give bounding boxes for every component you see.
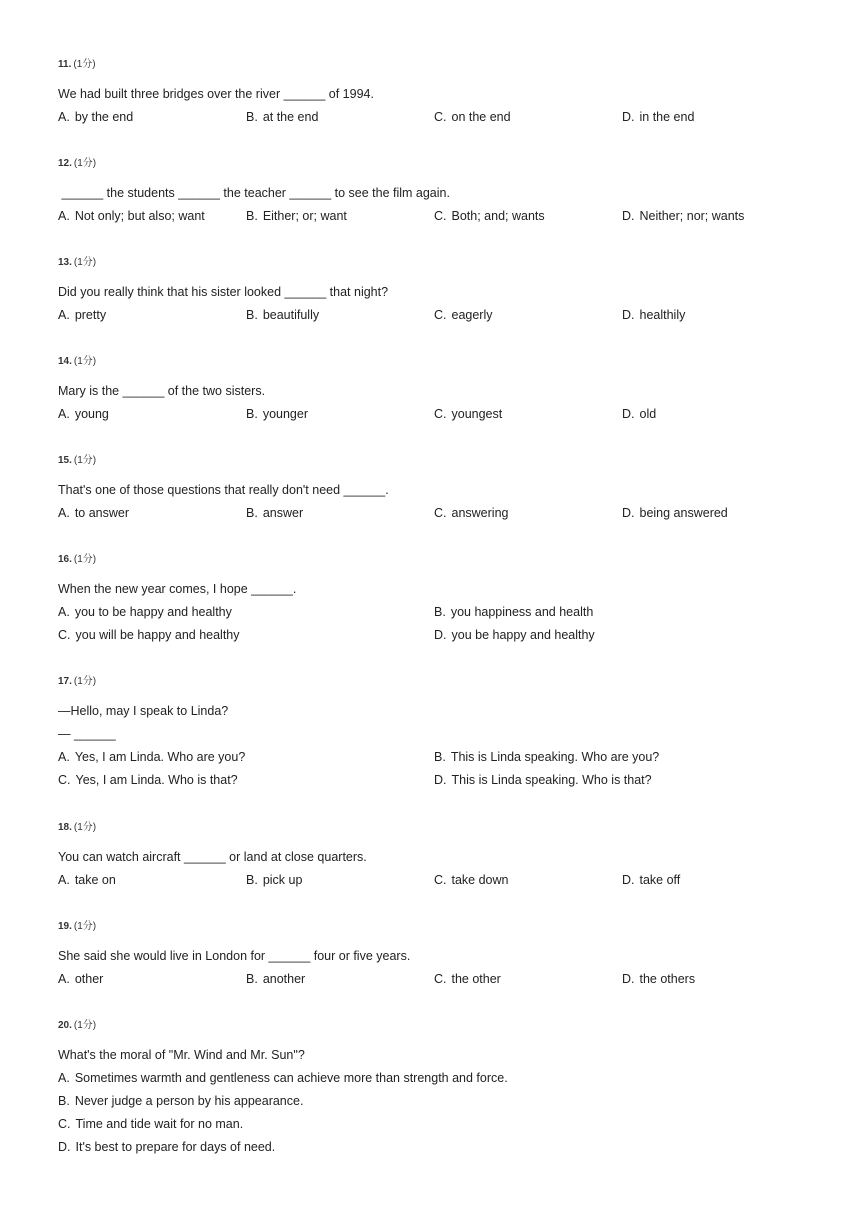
question-score: (1分) (73, 158, 97, 169)
option-letter: A. (58, 972, 70, 986)
option-letter: A. (58, 110, 70, 124)
option-letter: C. (58, 773, 71, 787)
option-b[interactable] (434, 603, 593, 621)
option-text: answering (451, 506, 509, 520)
option-b[interactable] (246, 108, 318, 126)
option-text: you be happy and healthy (451, 628, 595, 642)
question-stem: She said she would live in London for ______ four or five years. (58, 949, 411, 963)
option-text: other (74, 972, 104, 986)
option-a[interactable] (58, 207, 205, 225)
option-letter: B. (246, 209, 258, 223)
option-text: you to be happy and healthy (74, 605, 232, 619)
option-text: at the end (262, 110, 319, 124)
option-text: Neither; nor; wants (639, 209, 745, 223)
question-stem: We had built three bridges over the river ______ of 1994. (58, 87, 374, 101)
option-a[interactable] (58, 871, 116, 889)
question-score: (1分) (73, 676, 97, 687)
option-letter: B. (434, 750, 446, 764)
option-c[interactable] (434, 306, 493, 324)
option-d[interactable] (622, 871, 680, 889)
option-d[interactable] (622, 306, 685, 324)
option-letter: D. (622, 407, 635, 421)
question-stem: Mary is the ______ of the two sisters. (58, 384, 266, 398)
option-text: another (262, 972, 306, 986)
option-b[interactable] (434, 748, 659, 766)
option-text: old (639, 407, 657, 421)
option-text: This is Linda speaking. Who are you? (450, 750, 660, 764)
option-letter: D. (622, 209, 635, 223)
option-text: Both; and; wants (451, 209, 545, 223)
option-text: Not only; but also; want (74, 209, 205, 223)
option-letter: C. (434, 972, 447, 986)
option-letter: C. (434, 110, 447, 124)
question-score: (1分) (73, 1020, 97, 1031)
option-letter: D. (622, 110, 635, 124)
option-letter: C. (434, 308, 447, 322)
option-b[interactable] (246, 306, 319, 324)
question-number: 14. (58, 356, 72, 367)
question-header (58, 156, 838, 172)
option-letter: C. (434, 506, 447, 520)
question-18 (58, 820, 838, 887)
option-text: pick up (262, 873, 303, 887)
option-letter: C. (58, 628, 71, 642)
question-score: (1分) (73, 822, 97, 833)
question-number: 15. (58, 455, 72, 466)
option-b[interactable] (246, 871, 302, 889)
option-text: take off (639, 873, 681, 887)
option-c[interactable] (58, 1115, 243, 1133)
option-text: you happiness and health (450, 605, 594, 619)
option-c[interactable] (434, 871, 508, 889)
option-letter: B. (434, 605, 446, 619)
option-d[interactable] (622, 504, 728, 522)
option-a[interactable] (58, 1069, 508, 1087)
option-a[interactable] (58, 306, 106, 324)
question-13 (58, 255, 838, 322)
question-15 (58, 453, 838, 520)
option-text: This is Linda speaking. Who is that? (451, 773, 652, 787)
option-c[interactable] (434, 108, 511, 126)
option-text: younger (262, 407, 308, 421)
option-b[interactable] (246, 504, 303, 522)
option-letter: A. (58, 605, 70, 619)
question-stem: When the new year comes, I hope ______. (58, 582, 297, 596)
option-text: answer (262, 506, 304, 520)
option-letter: B. (246, 873, 258, 887)
option-letter: D. (434, 628, 447, 642)
question-header (58, 57, 838, 73)
question-header (58, 255, 838, 271)
question-number: 19. (58, 921, 72, 932)
question-number: 20. (58, 1020, 72, 1031)
option-letter: D. (622, 308, 635, 322)
option-letter: C. (434, 407, 447, 421)
question-score: (1分) (73, 921, 97, 932)
question-stem: What's the moral of "Mr. Wind and Mr. Sun"? (58, 1048, 305, 1062)
question-11 (58, 57, 838, 124)
option-letter: A. (58, 506, 70, 520)
option-letter: C. (58, 1117, 71, 1131)
option-text: healthily (639, 308, 686, 322)
option-d[interactable] (58, 1138, 275, 1156)
option-b[interactable] (246, 405, 308, 423)
option-a[interactable] (58, 405, 109, 423)
question-14 (58, 354, 838, 421)
option-b[interactable] (246, 207, 347, 225)
question-number: 16. (58, 554, 72, 565)
option-a[interactable] (58, 748, 245, 766)
option-d[interactable] (434, 626, 595, 644)
question-score: (1分) (73, 356, 97, 367)
question-number: 11. (58, 59, 72, 70)
option-a[interactable] (58, 108, 133, 126)
option-letter: B. (246, 308, 258, 322)
option-text: youngest (451, 407, 503, 421)
option-text: by the end (74, 110, 134, 124)
question-score: (1分) (73, 554, 97, 565)
option-letter: D. (622, 972, 635, 986)
option-letter: B. (246, 110, 258, 124)
option-text: pretty (74, 308, 107, 322)
option-letter: A. (58, 308, 70, 322)
option-letter: A. (58, 407, 70, 421)
option-letter: A. (58, 1071, 70, 1085)
question-stem: — ______ (58, 727, 116, 741)
option-d[interactable] (434, 771, 652, 789)
option-c[interactable] (434, 207, 545, 225)
option-text: to answer (74, 506, 130, 520)
option-text: the others (639, 972, 696, 986)
option-text: in the end (639, 110, 695, 124)
option-a[interactable] (58, 603, 232, 621)
option-text: eagerly (451, 308, 493, 322)
question-17 (58, 674, 838, 787)
option-b[interactable] (246, 970, 305, 988)
question-number: 12. (58, 158, 72, 169)
option-c[interactable] (434, 970, 501, 988)
option-text: being answered (639, 506, 728, 520)
option-text: Time and tide wait for no man. (75, 1117, 244, 1131)
option-a[interactable] (58, 970, 103, 988)
option-d[interactable] (622, 970, 695, 988)
option-letter: D. (622, 873, 635, 887)
question-header (58, 552, 838, 568)
option-text: Either; or; want (262, 209, 347, 223)
option-d[interactable] (622, 108, 694, 126)
question-stem: That's one of those questions that really don't need ______. (58, 483, 389, 497)
option-letter: A. (58, 209, 70, 223)
option-text: you will be happy and healthy (75, 628, 240, 642)
option-text: take down (451, 873, 509, 887)
option-text: take on (74, 873, 116, 887)
option-b[interactable] (58, 1092, 303, 1110)
option-letter: B. (246, 407, 258, 421)
option-letter: B. (246, 972, 258, 986)
question-stem: —Hello, may I speak to Linda? (58, 704, 229, 718)
question-19 (58, 919, 838, 986)
option-c[interactable] (434, 504, 508, 522)
option-letter: C. (434, 209, 447, 223)
option-letter: C. (434, 873, 447, 887)
question-header (58, 1018, 838, 1034)
question-number: 17. (58, 676, 72, 687)
question-20 (58, 1018, 838, 1154)
option-d[interactable] (622, 207, 744, 225)
option-text: the other (451, 972, 501, 986)
question-score: (1分) (73, 455, 97, 466)
option-text: on the end (451, 110, 511, 124)
question-12 (58, 156, 838, 223)
question-header (58, 453, 838, 469)
option-letter: B. (58, 1094, 70, 1108)
question-header (58, 919, 838, 935)
question-number: 13. (58, 257, 72, 268)
option-d[interactable] (622, 405, 656, 423)
option-text: Yes, I am Linda. Who is that? (75, 773, 238, 787)
option-text: Yes, I am Linda. Who are you? (74, 750, 246, 764)
option-letter: D. (434, 773, 447, 787)
option-letter: A. (58, 750, 70, 764)
question-16 (58, 552, 838, 642)
option-text: It's best to prepare for days of need. (75, 1140, 276, 1154)
question-header (58, 674, 838, 690)
option-letter: B. (246, 506, 258, 520)
option-a[interactable] (58, 504, 129, 522)
question-stem: Did you really think that his sister looked ______ that night? (58, 285, 389, 299)
question-header (58, 354, 838, 370)
option-letter: D. (58, 1140, 71, 1154)
option-c[interactable] (434, 405, 502, 423)
option-letter: A. (58, 873, 70, 887)
question-stem: You can watch aircraft ______ or land at close quarters. (58, 850, 367, 864)
question-score: (1分) (73, 59, 96, 70)
question-stem: ______ the students ______ the teacher ______ to see the film again. (58, 186, 450, 200)
option-text: beautifully (262, 308, 320, 322)
option-text: Sometimes warmth and gentleness can achieve more than strength and force. (74, 1071, 508, 1085)
option-text: young (74, 407, 109, 421)
question-number: 18. (58, 822, 72, 833)
option-c[interactable] (58, 626, 240, 644)
question-score: (1分) (73, 257, 97, 268)
option-c[interactable] (58, 771, 238, 789)
option-text: Never judge a person by his appearance. (74, 1094, 304, 1108)
question-header (58, 820, 838, 836)
option-letter: D. (622, 506, 635, 520)
